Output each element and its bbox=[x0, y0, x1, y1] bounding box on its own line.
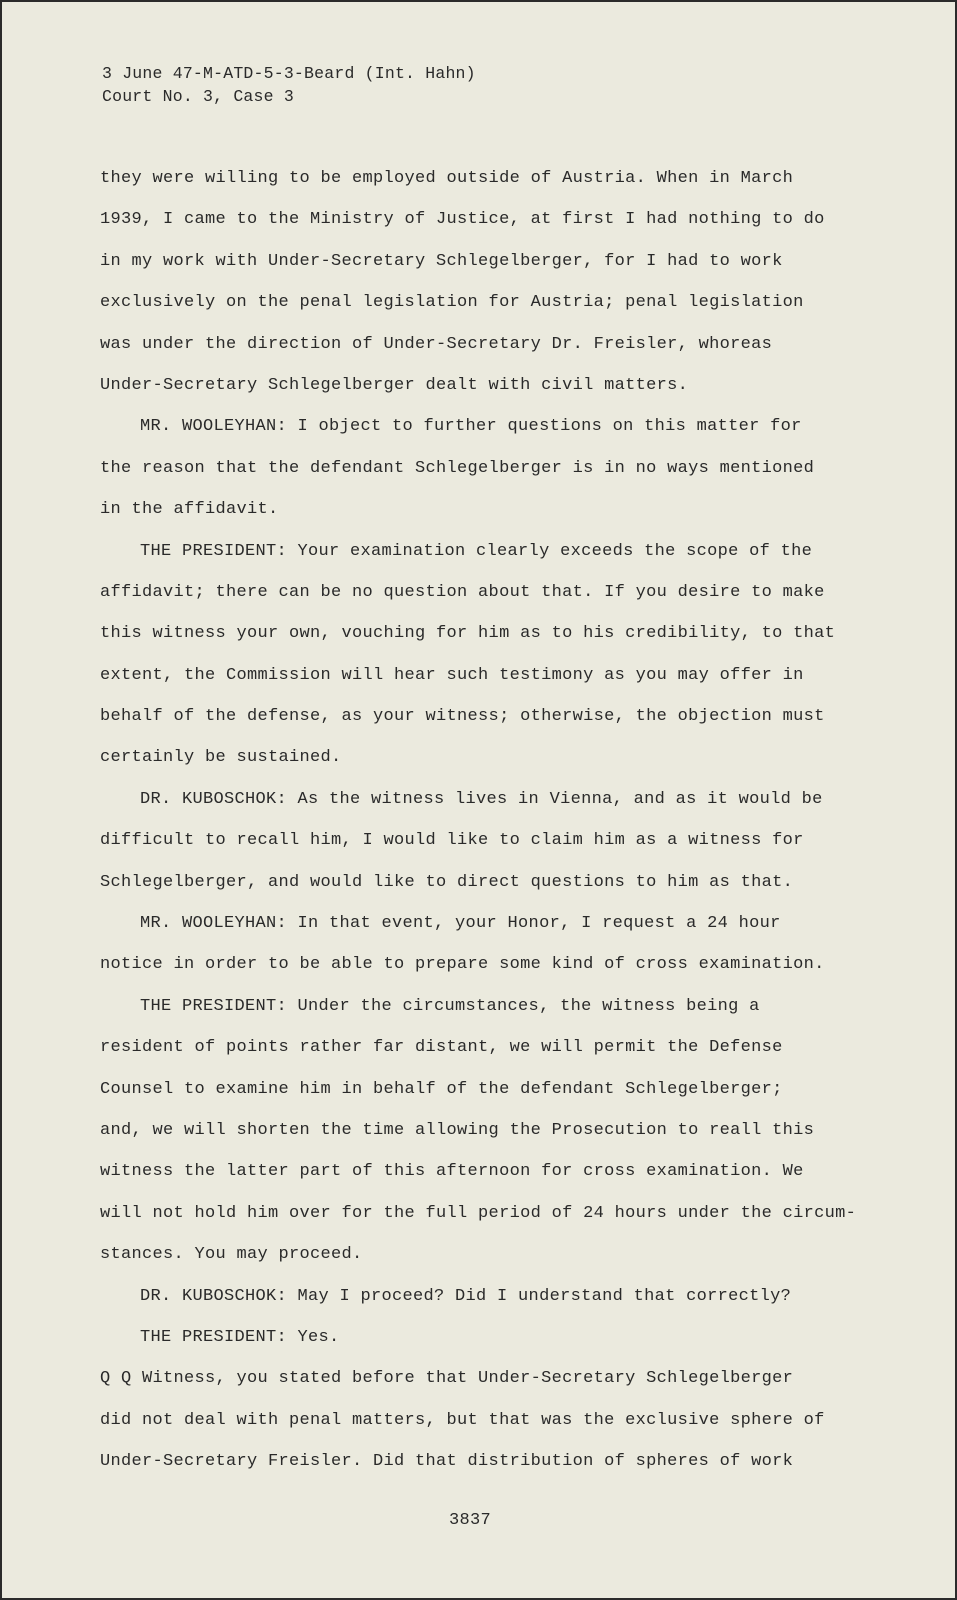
transcript-line: notice in order to be able to prepare some kind of cross examination. bbox=[100, 955, 825, 975]
transcript-line: stances. You may proceed. bbox=[100, 1245, 363, 1265]
transcript-line: difficult to recall him, I would like to claim him as a witness for bbox=[100, 831, 804, 851]
header-date-reference: 3 June 47-M-ATD-5-3-Beard (Int. Hahn) bbox=[102, 64, 476, 83]
transcript-line: this witness your own, vouching for him as to his credibility, to that bbox=[100, 624, 836, 644]
transcript-line: did not deal with penal matters, but that was the exclusive sphere of bbox=[100, 1410, 825, 1430]
transcript-line: exclusively on the penal legislation for Austria; penal legislation bbox=[100, 293, 804, 313]
transcript-line: the reason that the defendant Schlegelberger is in no ways mentioned bbox=[100, 458, 815, 478]
transcript-line: they were willing to be employed outside of Austria. When in March bbox=[100, 169, 794, 188]
transcript-line: Counsel to examine him in behalf of the defendant Schlegelberger; bbox=[100, 1079, 783, 1099]
transcript-line: 1939, I came to the Ministry of Justice, at first I had nothing to do bbox=[100, 210, 825, 230]
transcript-line: MR. WOOLEYHAN: In that event, your Honor, I request a 24 hour bbox=[140, 914, 781, 934]
transcript-line: THE PRESIDENT: Your examination clearly exceeds the scope of the bbox=[140, 541, 813, 561]
transcript-line: Q Q Witness, you stated before that Under-Secretary Schlegelberger bbox=[100, 1369, 794, 1389]
transcript-line: in my work with Under-Secretary Schlegelberger, for I had to work bbox=[100, 251, 783, 271]
transcript-line: DR. KUBOSCHOK: As the witness lives in Vienna, and as it would be bbox=[140, 789, 823, 809]
transcript-line: DR. KUBOSCHOK: May I proceed? Did I understand that correctly? bbox=[140, 1286, 792, 1306]
transcript-line: resident of points rather far distant, we will permit the Defense bbox=[100, 1038, 783, 1058]
transcript-line: Schlegelberger, and would like to direct questions to him as that. bbox=[100, 872, 794, 892]
transcript-line: witness the latter part of this afternoon for cross examination. We bbox=[100, 1162, 804, 1182]
transcript-line: affidavit; there can be no question about that. If you desire to make bbox=[100, 582, 825, 602]
transcript-line: Under-Secretary Schlegelberger dealt with civil matters. bbox=[100, 375, 689, 395]
transcript-line: THE PRESIDENT: Yes. bbox=[140, 1327, 340, 1347]
transcript-line: THE PRESIDENT: Under the circumstances, the witness being a bbox=[140, 996, 760, 1016]
transcript-line: in the affidavit. bbox=[100, 500, 279, 520]
transcript-line: will not hold him over for the full period of 24 hours under the circum- bbox=[100, 1203, 857, 1223]
transcript-line: behalf of the defense, as your witness; otherwise, the objection must bbox=[100, 707, 825, 727]
transcript-line: and, we will shorten the time allowing the Prosecution to reall this bbox=[100, 1120, 815, 1140]
header-court-case: Court No. 3, Case 3 bbox=[102, 87, 294, 106]
transcript-line: Under-Secretary Freisler. Did that distribution of spheres of work bbox=[100, 1452, 794, 1472]
page-number: 3837 bbox=[449, 1511, 492, 1530]
transcript-body bbox=[100, 164, 857, 1489]
document-header bbox=[102, 62, 476, 108]
transcript-line: was under the direction of Under-Secretary Dr. Freisler, whoreas bbox=[100, 334, 773, 354]
transcript-line: extent, the Commission will hear such testimony as you may offer in bbox=[100, 665, 804, 685]
transcript-line: MR. WOOLEYHAN: I object to further questions on this matter for bbox=[140, 417, 802, 437]
transcript-line: certainly be sustained. bbox=[100, 748, 342, 768]
